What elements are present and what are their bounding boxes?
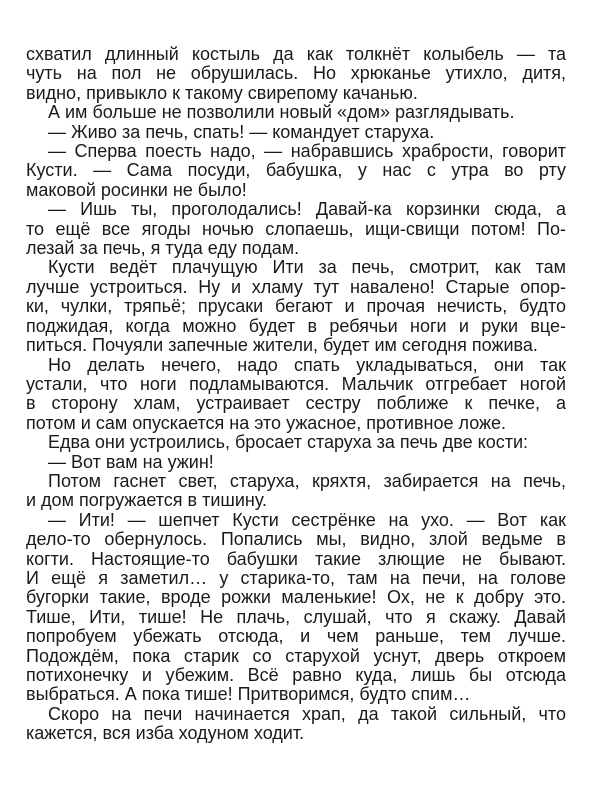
paragraph <box>26 103 566 122</box>
paragraph <box>26 123 566 142</box>
paragraph <box>26 433 566 452</box>
text-line: Подождём, пока старик со старухой уснут, дверь откроем <box>26 646 566 666</box>
paragraph <box>26 45 566 103</box>
paragraph <box>26 453 566 472</box>
text-line: видно, привыкло к такому свирепому качанью. <box>26 83 418 103</box>
text-line: попробуем убежать отсюда, и чем раньше, тем лучше. <box>26 627 566 647</box>
paragraph <box>26 258 566 355</box>
text-line: схватил длинный костыль да как толкнёт колыбель — та <box>26 45 566 64</box>
text-line: выбраться. А пока тише! Притворимся, будто спим… <box>26 685 471 705</box>
text-line: Скоро на печи начинается храп, да такой сильный, что <box>48 704 566 724</box>
text-line: Едва они устроились, бросает старуха за печь две кости: <box>48 433 529 453</box>
paragraph <box>26 200 566 258</box>
text-line: бугорки такие, вроде рожки маленькие! Ох, не к добру это. <box>26 588 566 608</box>
text-line: чуть на пол не обрушилась. Но хрюканье утихло, дитя, <box>26 64 566 84</box>
paragraph <box>26 511 566 705</box>
paragraph <box>26 705 566 744</box>
text-line: когти. Настоящие-то бабушки такие злющие не бывают. <box>26 549 566 569</box>
text-line: — Ити! — шепчет Кусти сестрёнке на ухо. — Вот как <box>48 510 566 530</box>
paragraph <box>26 142 566 200</box>
text-line: лезай за печь, я туда еду подам. <box>26 239 300 259</box>
text-line: — Сперва поесть надо, — набравшись храбрости, говорит <box>48 142 566 162</box>
text-line: Кусти. — Сама посуди, бабушка, у нас с утра во рту <box>26 161 566 181</box>
text-line: И ещё я заметил… у старика-то, там на печи, на голове <box>26 568 566 588</box>
text-line: кажется, вся изба ходуном ходит. <box>26 724 305 744</box>
book-page-text <box>26 45 566 744</box>
text-line: Кусти ведёт плачущую Ити за печь, смотрит, как там <box>48 258 566 278</box>
text-line: и дом погружается в тишину. <box>26 491 268 511</box>
text-line: устали, что ноги подламываются. Мальчик отгребает ногой <box>26 374 566 394</box>
text-line: дело-то обернулось. Попались мы, видно, злой ведьме в <box>26 530 566 550</box>
text-line: А им больше не позволили новый «дом» разглядывать. <box>48 103 515 123</box>
text-line: в сторону хлам, устраивает сестру поближе к печке, а <box>26 394 566 414</box>
text-line: — Ишь ты, проголодались! Давай-ка корзинки сюда, а <box>48 200 566 220</box>
text-line: маковой росинки не было! <box>26 180 247 200</box>
text-line: — Вот вам на ужин! <box>48 452 214 472</box>
text-line: — Живо за печь, спать! — командует старуха. <box>48 122 435 142</box>
text-line: питься. Почуяли запечные жители, будет им сегодня пожива. <box>26 336 538 356</box>
text-line: то ещё все ягоды ночью слопаешь, ищи-свищи потом! По- <box>26 219 566 239</box>
text-line: поджидая, когда можно будет в ребячьи ноги и руки вце- <box>26 316 566 336</box>
text-line: потом и сам опускается на это ужасное, противное ложе. <box>26 413 507 433</box>
text-line: Потом гаснет свет, старуха, кряхтя, забирается на печь, <box>48 471 566 491</box>
text-line: потихонечку и убежим. Всё равно куда, лишь бы отсюда <box>26 666 566 685</box>
text-line: ки, чулки, тряпьё; прусаки бегают и прочая нечисть, будто <box>26 297 566 317</box>
text-line: лучше устроиться. Ну и хламу тут навалено! Старые опор- <box>26 277 566 297</box>
paragraph <box>26 472 566 511</box>
paragraph <box>26 356 566 434</box>
text-line: Тише, Ити, тише! Не плачь, слушай, что я скажу. Давай <box>26 607 566 627</box>
text-line: Но делать нечего, надо спать укладываться, они так <box>48 355 566 375</box>
